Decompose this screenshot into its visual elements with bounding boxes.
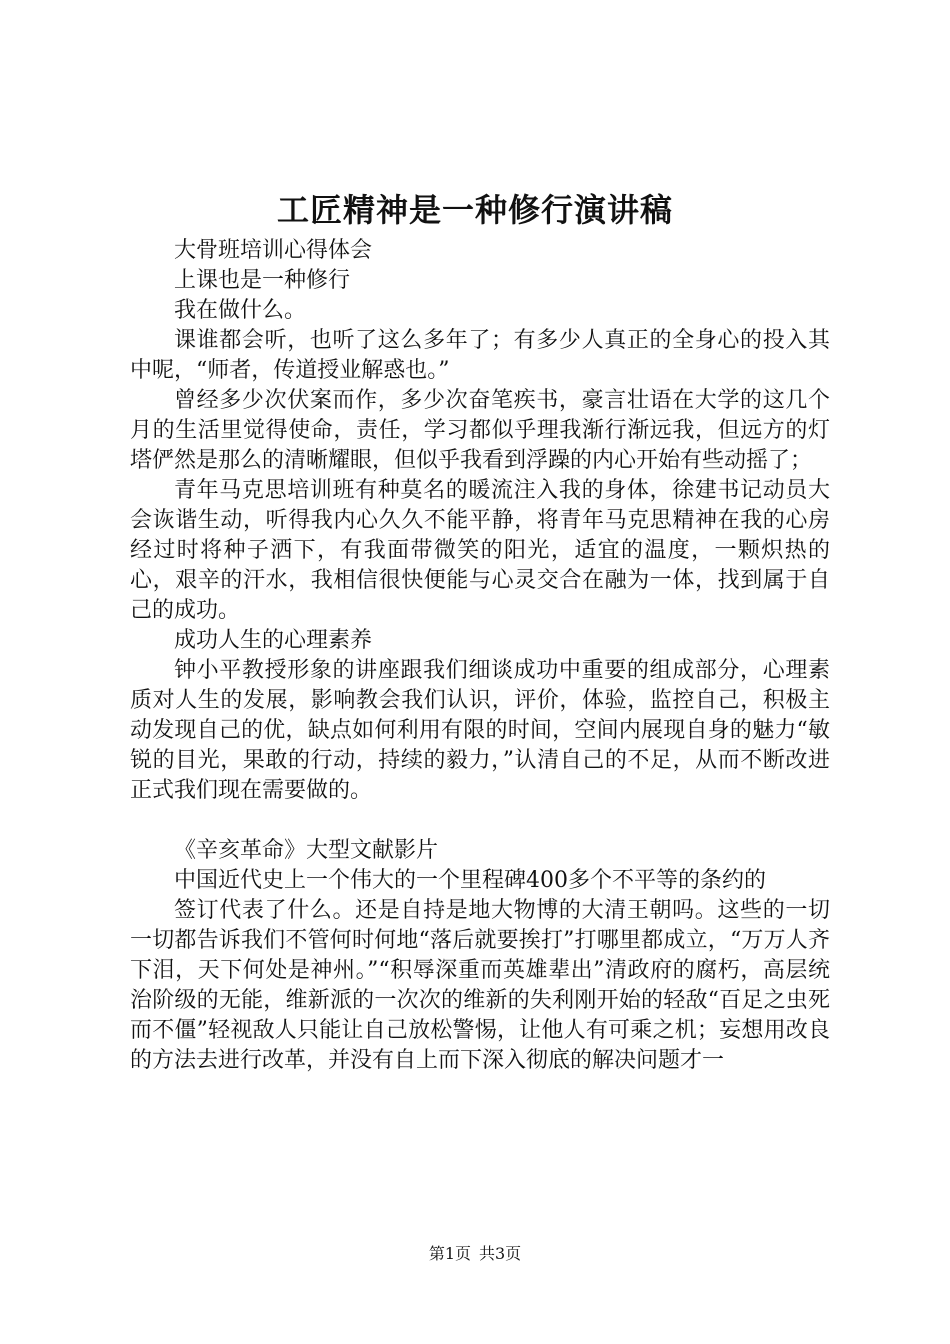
paragraph: 曾经多少次伏案而作，多少次奋笔疾书，豪言壮语在大学的这几个月的生活里觉得使命，责任，学习都似乎理我渐行渐远我，但远方的灯塔俨然是那么的清晰耀眼，但似乎我看到浮躁的内心开始有些动摇了； — [130, 388, 830, 473]
page-footer — [0, 1243, 950, 1265]
paragraph: 《辛亥革命》大型文献影片 — [174, 838, 439, 863]
paragraph: 签订代表了什么。还是自持是地大物博的大清王朝吗。这些的一切一切都告诉我们不管何时何地“落后就要挨打”打哪里都成立，“万万人齐下泪，天下何处是神州。”“积辱深重而英雄辈出”清政府的腐朽，高层统治阶级的无能，维新派的一次次的维新的失利刚开始的轻敌“百足之虫死而不僵”轻视敌人只能让自己放松警惕，让他人有可乘之机；妄想用改良的方法去进行改革，并没有自上而下深入彻底的解决问题才一 — [130, 898, 830, 1073]
paragraph: 钟小平教授形象的讲座跟我们细谈成功中重要的组成部分，心理素质对人生的发展，影响教会我们认识，评价，体验，监控自己，积极主动发现自己的优，缺点如何利用有限的时间，空间内展现自身的魅力“敏锐的目光，果敢的行动，持续的毅力，”认清自己的不足，从而不断改进正式我们现在需要做的。 — [130, 658, 830, 803]
page-total: 共3页 — [479, 1244, 522, 1263]
paragraph: 上课也是一种修行 — [174, 268, 351, 293]
paragraph: 青年马克思培训班有种莫名的暖流注入我的身体，徐建书记动员大会诙谐生动，听得我内心久久不能平静，将青年马克思精神在我的心房经过时将种子洒下，有我面带微笑的阳光，适宜的温度，一颗炽热的心，艰辛的汗水，我相信很快便能与心灵交合在融为一体，找到属于自己的成功。 — [130, 478, 830, 623]
paragraph: 大骨班培训心得体会 — [174, 238, 373, 263]
document-title: 工匠精神是一种修行演讲稿 — [276, 191, 673, 229]
paragraph: 课谁都会听，也听了这么多年了；有多少人真正的全身心的投入其中呢，“师者，传道授业解惑也。” — [130, 328, 830, 383]
document-body — [130, 236, 830, 1076]
paragraph: 我在做什么。 — [174, 298, 307, 323]
page-number: 第1页 — [428, 1244, 471, 1263]
paragraph: 中国近代史上一个伟大的一个里程碑400多个不平等的条约的 — [174, 868, 766, 893]
paragraph: 成功人生的心理素养 — [174, 628, 373, 653]
